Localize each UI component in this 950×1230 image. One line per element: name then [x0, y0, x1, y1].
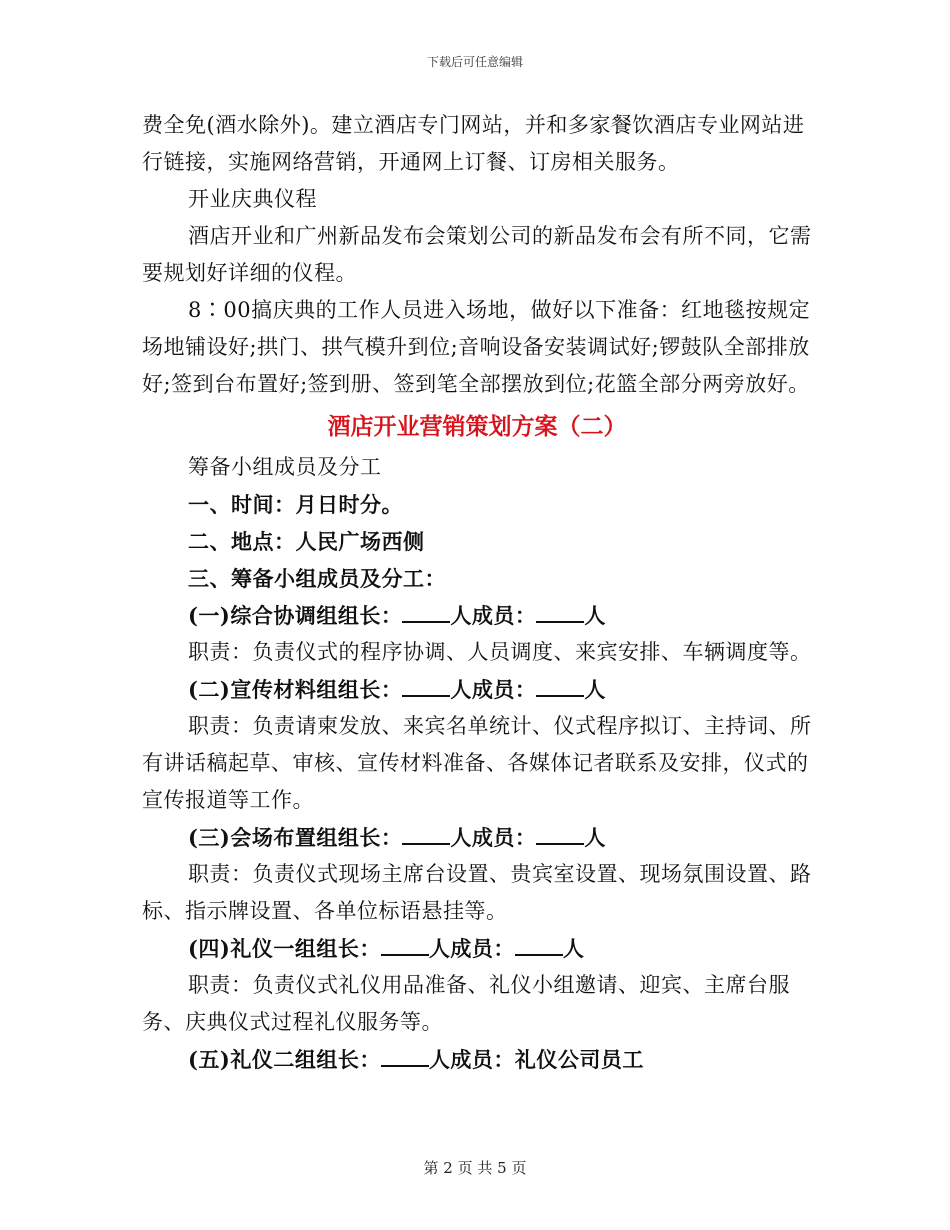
member-label: 人成员：	[450, 825, 537, 850]
leader-label: 组长：	[337, 603, 403, 628]
group-duty: 职责：负责请柬发放、来宾名单统计、仪式程序拟订、主持词、所有讲话稿起草、审核、宣传材料准备、各媒体记者联系及安排，仪式的宣传报道等工作。	[142, 714, 812, 812]
group-name: (二)宣传材料组	[188, 677, 338, 702]
blank-line	[381, 936, 429, 956]
person-suffix: 人	[584, 603, 606, 628]
item-members-heading: 三、筹备小组成员及分工：	[188, 566, 446, 591]
item-time: 一、时间：月日时分。	[188, 492, 403, 517]
leader-label: 组长：	[337, 677, 403, 702]
group-line	[142, 597, 812, 634]
blank-line	[402, 603, 450, 623]
blank-line	[536, 677, 584, 697]
page-header: 下载后可任意编辑	[426, 55, 523, 69]
member-value: 礼仪公司员工	[514, 1047, 644, 1072]
group-duty: 职责：负责仪式的程序协调、人员调度、来宾安排、车辆调度等。	[188, 640, 812, 664]
blank-line	[402, 677, 450, 697]
blank-line	[402, 825, 450, 845]
leader-label: 组长：	[316, 1047, 381, 1072]
paragraph-continuation: 费全免(酒水除外)。建立酒店专门网站，并和多家餐饮酒店专业网站进行链接，实施网络营销，开通网上订餐、订房相关服务。	[142, 113, 805, 174]
blank-line	[381, 1047, 429, 1067]
paragraph-preparation: 8∶00搞庆典的工作人员进入场地，做好以下准备：红地毯按规定场地铺设好;拱门、拱气模升到位;音响设备安装调试好;锣鼓队全部排放好;签到台布置好;签到册、签到笔全部摆放到位;花篮全部分两旁放好。	[142, 298, 811, 396]
section-title: 酒店开业营销策划方案（二）	[327, 413, 627, 440]
group-line	[142, 671, 812, 708]
paragraph-ceremony-intro: 酒店开业和广州新品发布会策划公司的新品发布会有所不同，它需要规划好详细的仪程。	[142, 224, 812, 285]
group-name: (四)礼仪一组	[188, 936, 317, 961]
section-intro: 筹备小组成员及分工	[188, 455, 382, 479]
group-duty: 职责：负责仪式礼仪用品准备、礼仪小组邀请、迎宾、主席台服务、庆典仪式过程礼仪服务等。	[142, 973, 790, 1034]
document-body	[142, 107, 812, 1078]
paragraph-ceremony-heading: 开业庆典仪程	[188, 187, 317, 211]
page-footer: 第 2 页 共 5 页	[423, 1159, 527, 1177]
item-place: 二、地点：人民广场西侧	[188, 529, 425, 554]
person-suffix: 人	[562, 936, 585, 961]
group-name: (三)会场布置组	[188, 825, 338, 850]
leader-label: 组长：	[316, 936, 381, 961]
blank-line	[536, 603, 584, 623]
group-line	[142, 819, 812, 856]
person-suffix: 人	[584, 677, 606, 702]
member-label: 人成员：	[428, 1047, 515, 1072]
group-line	[142, 1041, 812, 1078]
blank-line	[536, 825, 584, 845]
group-line	[142, 930, 812, 967]
group-duty: 职责：负责仪式现场主席台设置、贵宾室设置、现场氛围设置、路标、指示牌设置、各单位标语悬挂等。	[142, 862, 812, 923]
group-name: (一)综合协调组	[188, 603, 338, 628]
blank-line	[515, 936, 563, 956]
group-name: (五)礼仪二组	[188, 1047, 317, 1072]
leader-label: 组长：	[337, 825, 403, 850]
member-label: 人成员：	[428, 936, 515, 961]
person-suffix: 人	[584, 825, 606, 850]
member-label: 人成员：	[450, 677, 537, 702]
member-label: 人成员：	[450, 603, 537, 628]
